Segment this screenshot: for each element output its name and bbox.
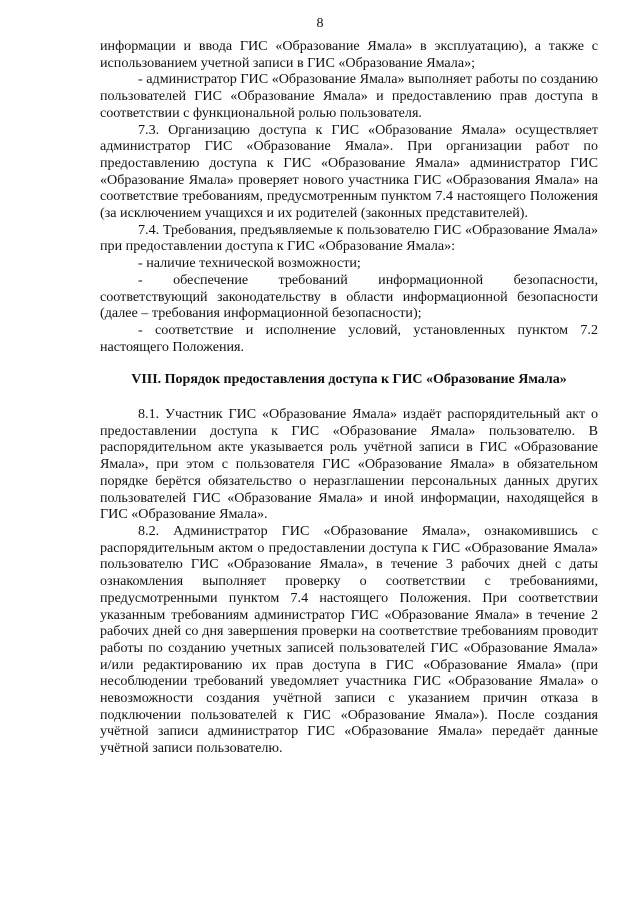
list-item-technical: - наличие технической возможности; <box>138 255 361 272</box>
list-item-security: - обеспечение требований информационной безопасности, соответствующий законодательству в области информационной безопасности (далее – требования информационной безопасности); <box>100 271 598 322</box>
document-body <box>100 38 598 757</box>
paragraph-administrator-role: - администратор ГИС «Образование Ямала» выполняет работы по созданию пользователей ГИС «Образование Ямала» и предоставлению прав доступа в соответствии с функциональной ролью пользователя. <box>100 71 598 121</box>
paragraph-7-4: 7.4. Требования, предъявляемые к пользователю ГИС «Образование Ямала» при предоставлении доступа к ГИС «Образование Ямала»: <box>100 221 598 255</box>
paragraph-continuation: информации и ввода ГИС «Образование Ямала» в эксплуатацию), а также с использованием учетной записи в ГИС «Образование Ямала»; <box>100 38 598 71</box>
paragraph-7-3: 7.3. Организацию доступа к ГИС «Образование Ямала» осуществляет администратор ГИС «Образование Ямала». При организации работ по предоставлению доступа к ГИС «Образование Ямала» администратор ГИС «Образование Ямала» проверяет нового участника ГИС «Образования Ямала» на соответствие требованиям, предусмотренным пунктом 7.4 настоящего Положения (за исключением учащихся и их родителей (законных представителей). <box>100 121 598 222</box>
page-number: 8 <box>316 16 324 31</box>
section-heading: VIII. Порядок предоставления доступа к ГИС «Образование Ямала» <box>131 372 567 388</box>
paragraph-8-1: 8.1. Участник ГИС «Образование Ямала» издаёт распорядительный акт о предоставлении доступа к ГИС «Образование Ямала» пользователю. В распорядительном акте указывается роль учётной записи в ГИС «Образование Ямала», при этом с пользователя ГИС «Образование Ямала» в обязательном порядке берётся обязательство о неразглашении персональных данных других пользователей ГИС «Образование Ямала» и иной информации, находящейся в ГИС «Образование Ямала». <box>100 406 598 523</box>
list-item-compliance: - соответствие и исполнение условий, установленных пунктом 7.2 настоящего Положения. <box>100 321 598 355</box>
paragraph-8-2: 8.2. Администратор ГИС «Образование Ямала», ознакомившись с распорядительным актом о предоставлении доступа к ГИС «Образование Ямала» пользователю ГИС «Образование Ямала», в течение 3 рабочих дней с даты ознакомления выполняет проверку о соответствии с требованиями, предусмотренными пунктом 7.4 настоящего Положения. При соответствии указанным требованиям администратор ГИС «Образование Ямала» в течение 2 рабочих дней со дня завершения проверки на соответствие требованиям проводит работы по созданию учетных записей пользователей ГИС «Образование Ямала» и/или редактированию их прав доступа в ГИС «Образование Ямала» (при несоблюдении требований уведомляет участника ГИС «Образование Ямала» о невозможности создания учётной записи с указанием причин отказа в подключении пользователей к ГИС «Образование Ямала»). После создания учётной записи администратор ГИС «Образование Ямала» передаёт данные учётной записи пользователю. <box>100 522 598 757</box>
